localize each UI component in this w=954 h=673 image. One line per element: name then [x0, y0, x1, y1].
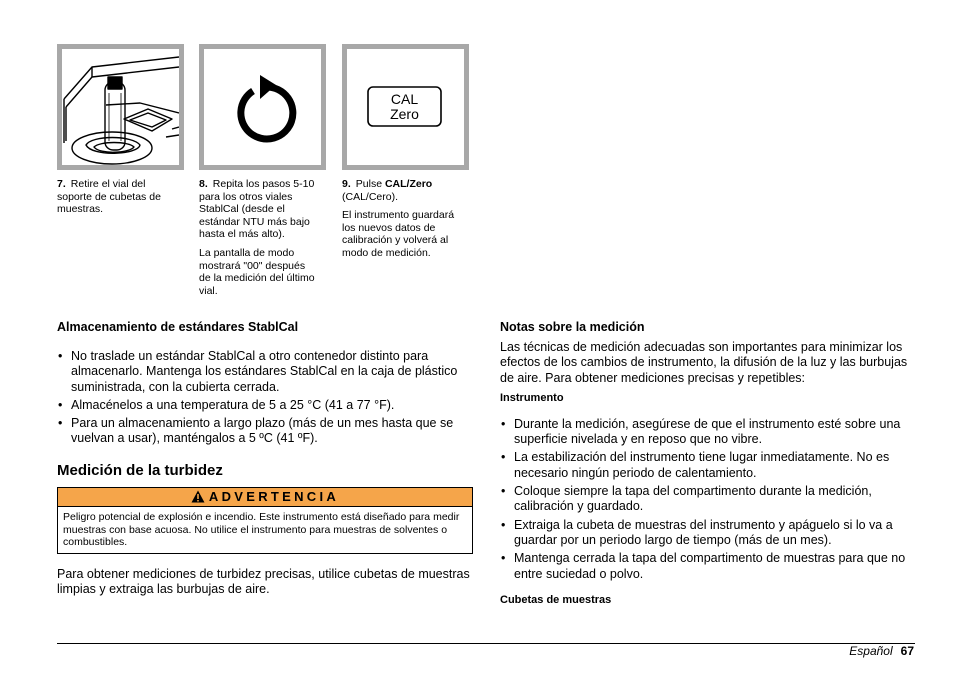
- list-item: • Almacénelos a una temperatura de 5 a 25 °C (41 a 77 °F).: [57, 398, 471, 413]
- list-item: • Para un almacenamiento a largo plazo (más de un mes hasta que se vuelvan a usar), manténgalos a 5 ºC (41 ºF).: [57, 416, 471, 447]
- cal-zero-key-name: CAL/Zero: [384, 178, 433, 190]
- footer-rule: [57, 643, 915, 644]
- instrument-heading: Instrumento: [500, 391, 564, 404]
- cal-zero-key-icon: [347, 49, 464, 165]
- figure-cal-zero: [342, 44, 469, 170]
- step-text: Repita los pasos 5-10 para los otros viales StablCal (desde el estándar NTU más bajo hasta el más alto).: [199, 178, 315, 241]
- page-footer: [849, 643, 914, 658]
- footer-language: Español: [849, 644, 893, 658]
- warning-text: Peligro potencial de explosión e incendio. Este instrumento está diseñado para medir muestras con base acuosa. No utilice el instrumento para muestras de solventes o combustibles.: [63, 510, 460, 549]
- storage-list: [57, 349, 471, 447]
- cal-key-label-line2: Zero: [390, 106, 419, 122]
- step-9-caption: [342, 178, 462, 266]
- step-number: 8.: [199, 178, 208, 190]
- step-note: El instrumento guardará los nuevos datos de calibración y volverá al modo de medición.: [342, 209, 455, 259]
- step-text: Pulse: [355, 178, 385, 190]
- list-item: • La estabilización del instrumento tiene lugar inmediatamente. No es necesario ningún periodo de calentamiento.: [500, 450, 916, 481]
- list-item: • Extraiga la cubeta de muestras del instrumento y apáguelo si lo va a guardar por un periodo largo de tiempo (más de un mes).: [500, 518, 916, 549]
- left-column: [57, 320, 471, 598]
- step-text-suffix: (CAL/Cero).: [342, 190, 399, 203]
- turbidity-heading: Medición de la turbidez: [57, 461, 223, 479]
- right-column: [500, 320, 916, 607]
- notes-intro: Las técnicas de medición adecuadas son importantes para minimizar los efectos de los cambios de instrumento, la difusión de la luz y las burbujas de aire. Para obtener mediciones precisas y repetibles:: [500, 340, 908, 385]
- figure-repeat: [199, 44, 326, 170]
- figure-remove-vial: [57, 44, 184, 170]
- notes-heading: Notas sobre la medición: [500, 320, 645, 334]
- step-note: La pantalla de modo mostrará "00" después de la medición del último vial.: [199, 246, 315, 297]
- step-number: 7.: [57, 178, 66, 190]
- warning-triangle-icon: [191, 490, 205, 503]
- cal-key-label-line1: CAL: [390, 91, 419, 107]
- list-item: • Mantenga cerrada la tapa del compartimento de muestras para que no entre suciedad o polvo.: [500, 551, 916, 582]
- list-item: • Durante la medición, asegúrese de que el instrumento esté sobre una superficie nivelada y en reposo que no vibre.: [500, 417, 916, 448]
- step-7-caption: [57, 178, 177, 222]
- instrument-list: [500, 417, 916, 582]
- storage-heading: Almacenamiento de estándares StablCal: [57, 320, 299, 334]
- warning-box: [57, 487, 473, 554]
- list-item: • Coloque siempre la tapa del compartimento durante la medición, calibración y guardado.: [500, 484, 916, 515]
- page-number: 67: [900, 644, 914, 658]
- warning-title: ADVERTENCIA: [208, 488, 340, 504]
- sample-cells-heading: Cubetas de muestras: [500, 593, 612, 606]
- turbidity-intro: Para obtener mediciones de turbidez precisas, utilice cubetas de muestras limpias y extraiga las burbujas de aire.: [57, 567, 470, 597]
- step-text: Retire el vial del soporte de cubetas de muestras.: [57, 178, 161, 216]
- repeat-arrow-icon: [204, 49, 321, 165]
- warning-header: [58, 488, 472, 507]
- sample-cell-removal-illustration: [62, 49, 179, 165]
- step-number: 9.: [342, 178, 351, 190]
- list-item: • No traslade un estándar StablCal a otro contenedor distinto para almacenarlo. Mantenga los estándares StablCal en la caja de plástico suministrada, con la cubierta cerrada.: [57, 349, 471, 395]
- step-8-caption: [199, 178, 317, 303]
